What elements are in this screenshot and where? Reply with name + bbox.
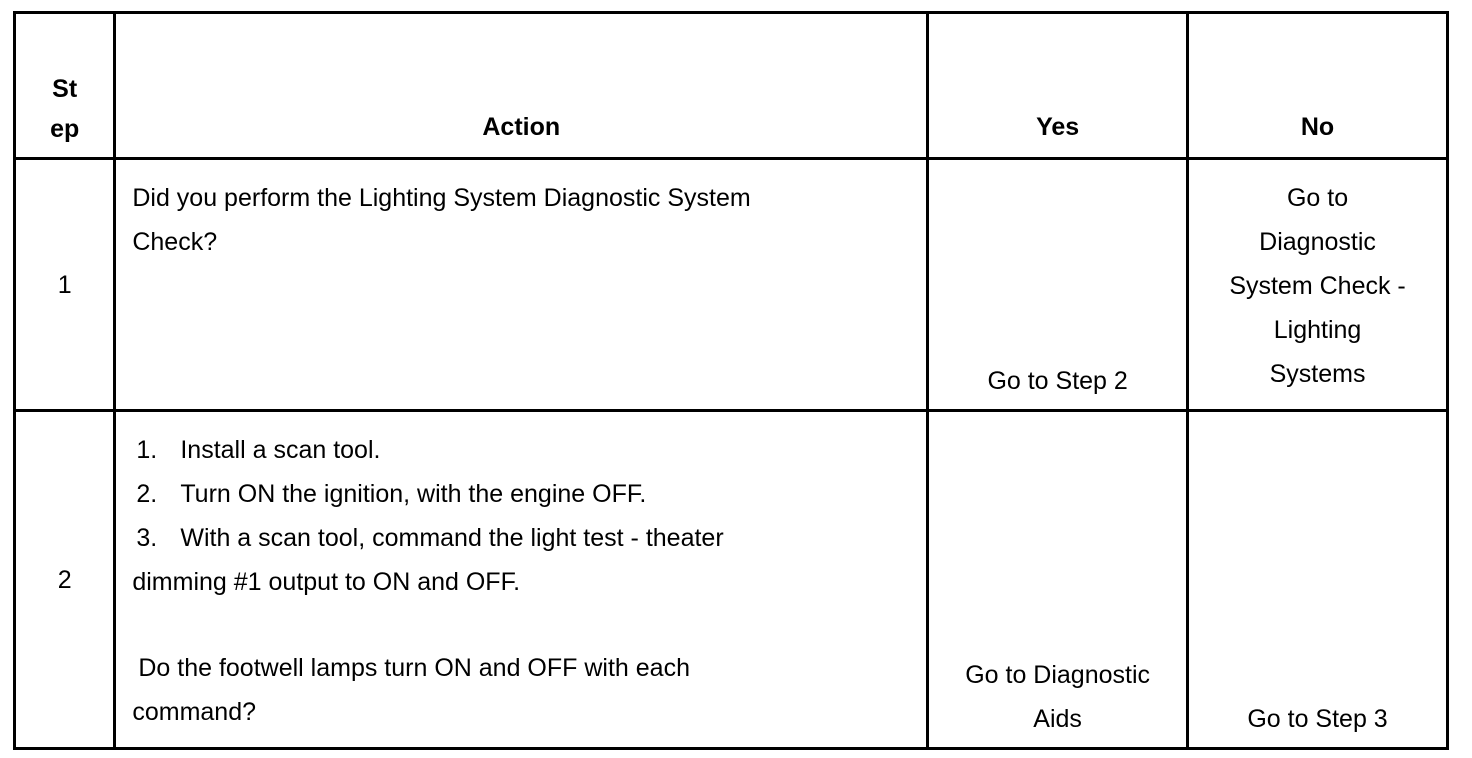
table-row bbox=[15, 411, 1448, 749]
list-item bbox=[132, 472, 916, 516]
list-number: 3. bbox=[136, 524, 158, 552]
action-cell bbox=[115, 411, 928, 749]
yes-cell bbox=[928, 159, 1188, 411]
action-text-line: Did you perform the Lighting System Diagnostic System bbox=[132, 184, 751, 212]
list-text: Turn ON the ignition, with the engine OFF. bbox=[180, 480, 647, 508]
list-continuation: dimming #1 output to ON and OFF. bbox=[132, 568, 521, 596]
no-text-line: System Check - bbox=[1229, 272, 1406, 300]
question-line: command? bbox=[132, 698, 257, 726]
header-action: Action bbox=[115, 13, 928, 159]
spacer bbox=[132, 604, 916, 646]
no-text-line: Lighting bbox=[1273, 316, 1362, 344]
header-yes: Yes bbox=[928, 13, 1188, 159]
list-item bbox=[132, 516, 916, 560]
yes-cell bbox=[928, 411, 1188, 749]
list-item bbox=[132, 428, 916, 472]
list-text: Install a scan tool. bbox=[180, 436, 381, 464]
header-step-line1: St bbox=[52, 75, 78, 103]
no-link[interactable] bbox=[1218, 176, 1418, 396]
yes-link[interactable]: Go to Step 2 bbox=[987, 367, 1128, 395]
no-cell bbox=[1188, 159, 1448, 411]
list-number: 1. bbox=[136, 436, 158, 464]
no-text-line: Go to bbox=[1286, 184, 1349, 212]
action-cell bbox=[115, 159, 928, 411]
step-number: 1 bbox=[15, 159, 115, 411]
header-no: No bbox=[1188, 13, 1448, 159]
question-line: Do the footwell lamps turn ON and OFF with each bbox=[138, 654, 690, 682]
no-link[interactable]: Go to Step 3 bbox=[1247, 705, 1388, 733]
diagnostic-table bbox=[13, 11, 1449, 750]
list-number: 2. bbox=[136, 480, 158, 508]
no-cell bbox=[1188, 411, 1448, 749]
header-step-line2: ep bbox=[50, 115, 80, 143]
no-text-line: Systems bbox=[1269, 360, 1366, 388]
header-step bbox=[15, 13, 115, 159]
table-row bbox=[15, 159, 1448, 411]
header-row bbox=[15, 13, 1448, 159]
no-text-line: Diagnostic bbox=[1259, 228, 1376, 256]
list-text: With a scan tool, command the light test - theater bbox=[180, 524, 724, 552]
action-text-line: Check? bbox=[132, 228, 218, 256]
yes-text-line: Aids bbox=[1033, 705, 1082, 733]
yes-text-line: Go to Diagnostic bbox=[965, 661, 1151, 689]
yes-link[interactable] bbox=[929, 653, 1186, 741]
step-number: 2 bbox=[15, 411, 115, 749]
